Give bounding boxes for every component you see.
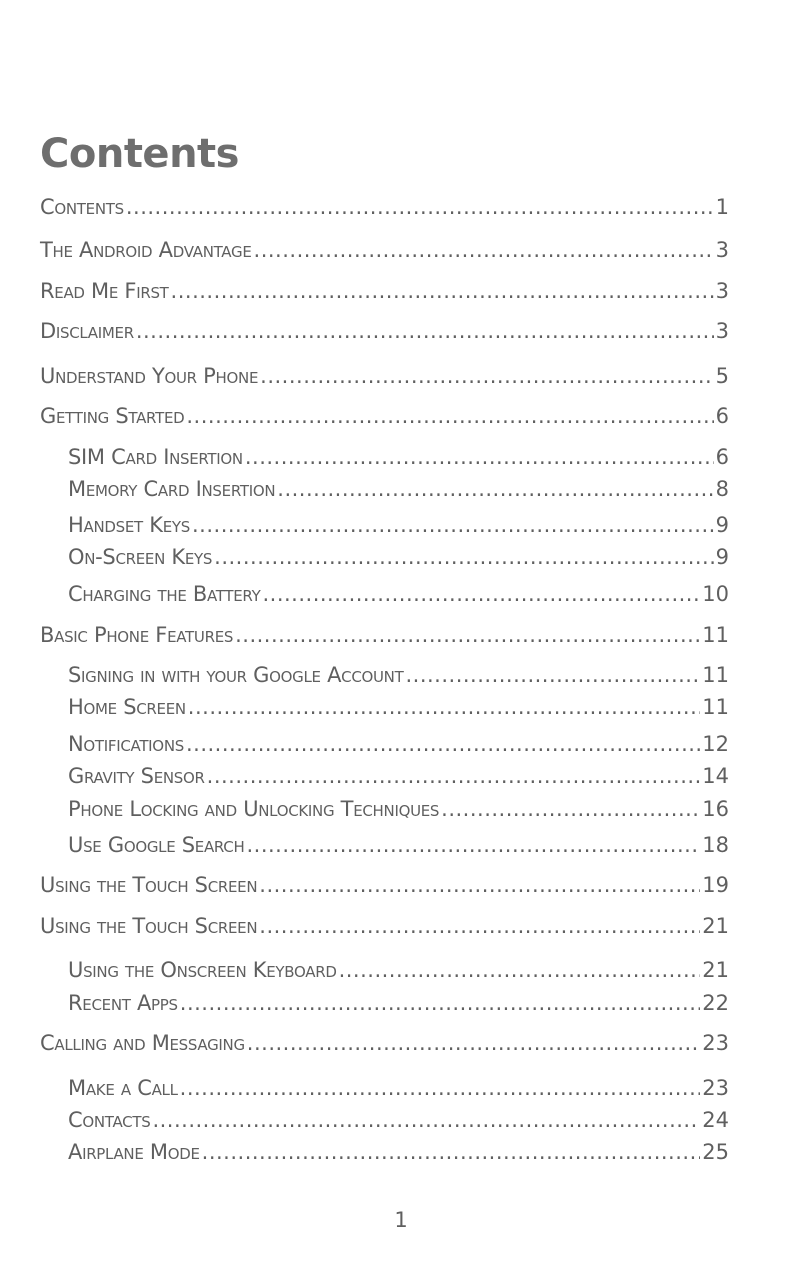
toc-leader-dots [245,443,714,471]
toc-leader-dots [202,1138,701,1166]
toc-entry-page: 18 [702,833,729,857]
toc-entry-page: 25 [702,1140,729,1164]
toc-leader-dots [339,956,701,984]
toc-entry-label: Contents [40,195,124,219]
toc-entry-page: 22 [702,991,729,1015]
toc-entry[interactable] [68,693,729,721]
page-title: Contents [40,131,239,177]
toc-entry-label: The Android Advantage [40,238,252,262]
toc-entry-page: 5 [715,364,729,388]
toc-leader-dots [254,236,714,264]
toc-entry[interactable] [68,580,729,608]
toc-entry[interactable] [68,762,729,790]
toc-entry[interactable] [40,317,729,345]
toc-entry[interactable] [40,193,729,221]
toc-leader-dots [247,1029,700,1057]
toc-entry-label: Make a Call [68,1076,178,1100]
toc-leader-dots [277,475,713,503]
toc-entry[interactable] [68,1138,729,1166]
toc-entry-label: Airplane Mode [68,1140,200,1164]
toc-entry-label: Phone Locking and Unlocking Techniques [68,797,440,821]
toc-entry[interactable] [68,443,729,471]
toc-leader-dots [246,831,700,859]
toc-leader-dots [235,621,700,649]
toc-entry-page: 11 [702,695,729,719]
toc-entry-label: Recent Apps [68,991,178,1015]
toc-entry-page: 3 [715,279,729,303]
toc-entry-label: Signing in with your Google Account [68,663,404,687]
toc-entry-label: On-Screen Keys [68,545,213,569]
toc-entry-label: Calling and Messaging [40,1031,245,1055]
toc-entry-label: SIM Card Insertion [68,445,243,469]
toc-entry[interactable] [68,1074,729,1102]
toc-entry-page: 10 [702,582,729,606]
toc-entry-label: Disclaimer [40,319,134,343]
toc-leader-dots [214,543,713,571]
toc-entry[interactable] [40,236,729,264]
toc-entry-label: Charging the Battery [68,582,261,606]
toc-entry[interactable] [68,543,729,571]
toc-entry[interactable] [40,912,729,940]
toc-entry-page: 16 [702,797,729,821]
toc-entry[interactable] [68,1106,729,1134]
toc-entry-label: Read Me First [40,279,169,303]
toc-entry-label: Using the Onscreen Keyboard [68,958,337,982]
toc-leader-dots [405,661,700,689]
toc-entry-page: 11 [702,663,729,687]
toc-leader-dots [259,871,700,899]
toc-entry[interactable] [68,831,729,859]
toc-entry-label: Using the Touch Screen [40,914,258,938]
toc-leader-dots [260,362,713,390]
toc-entry-label: Getting Started [40,404,185,428]
toc-leader-dots [188,693,700,721]
toc-entry-page: 1 [715,195,729,219]
toc-entry-label: Home Screen [68,695,186,719]
toc-entry[interactable] [68,989,729,1017]
toc-leader-dots [180,989,701,1017]
toc-entry[interactable] [68,661,729,689]
toc-entry-page: 19 [702,873,729,897]
toc-entry[interactable] [40,621,729,649]
toc-entry-label: Handset Keys [68,513,190,537]
toc-entry[interactable] [40,277,729,305]
toc-leader-dots [180,1074,701,1102]
toc-entry-label: Memory Card Insertion [68,477,276,501]
toc-entry-page: 24 [702,1108,729,1132]
toc-leader-dots [152,1106,700,1134]
toc-entry-page: 9 [715,545,729,569]
toc-entry-page: 12 [702,732,729,756]
toc-entry-label: Use Google Search [68,833,245,857]
toc-entry[interactable] [68,730,729,758]
toc-leader-dots [262,580,700,608]
toc-leader-dots [136,317,714,345]
toc-entry[interactable] [68,475,729,503]
toc-entry-page: 3 [715,319,729,343]
toc-entry[interactable] [40,402,729,430]
toc-entry-label: Basic Phone Features [40,623,234,647]
toc-entry[interactable] [40,1029,729,1057]
toc-entry-page: 9 [715,513,729,537]
toc-leader-dots [186,730,700,758]
toc-leader-dots [126,193,714,221]
toc-entry[interactable] [68,511,729,539]
toc-entry-page: 3 [715,238,729,262]
toc-entry-page: 23 [702,1076,729,1100]
toc-entry-page: 8 [715,477,729,501]
toc-entry-page: 11 [702,623,729,647]
toc-entry-label: Understand Your Phone [40,364,259,388]
toc-leader-dots [441,795,700,823]
toc-leader-dots [259,912,700,940]
toc-entry[interactable] [68,795,729,823]
toc-entry-page: 21 [702,958,729,982]
page-number: 1 [394,1208,408,1232]
toc-entry[interactable] [40,362,729,390]
toc-entry-label: Notifications [68,732,184,756]
toc-leader-dots [207,762,701,790]
toc-leader-dots [192,511,714,539]
toc-leader-dots [171,277,714,305]
toc-entry-page: 14 [702,764,729,788]
toc-entry[interactable] [68,956,729,984]
toc-leader-dots [186,402,713,430]
toc-entry-page: 6 [715,445,729,469]
toc-entry-label: Gravity Sensor [68,764,205,788]
toc-entry-page: 23 [702,1031,729,1055]
toc-entry[interactable] [40,871,729,899]
toc-entry-label: Contacts [68,1108,151,1132]
toc-entry-page: 21 [702,914,729,938]
toc-entry-label: Using the Touch Screen [40,873,258,897]
toc-entry-page: 6 [715,404,729,428]
